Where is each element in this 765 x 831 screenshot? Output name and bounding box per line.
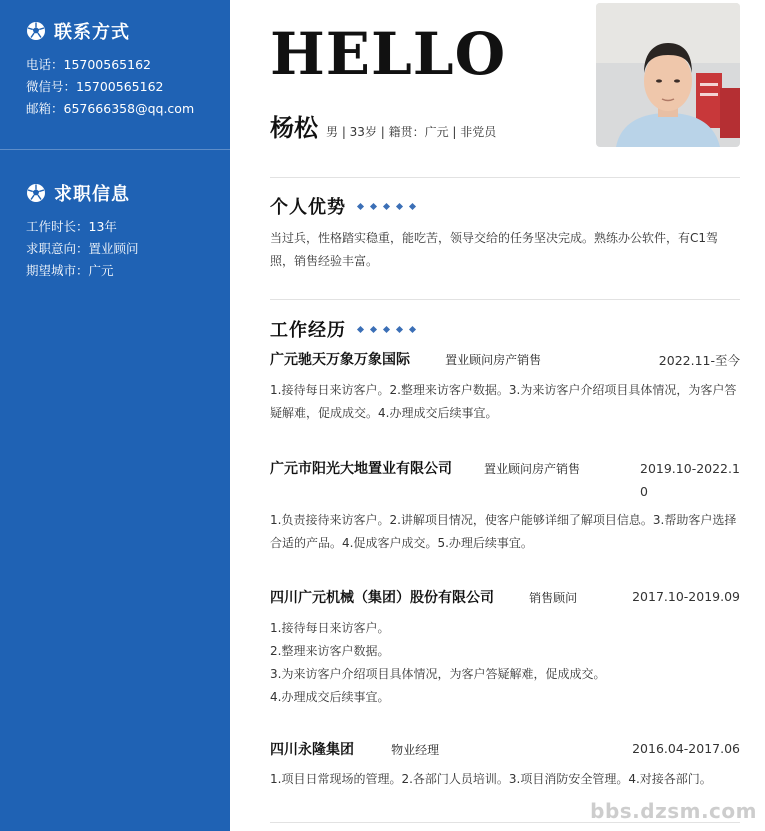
job-description: 1.接待每日来访客户。2.整理来访客户数据。3.为来访客户介绍项目具体情况，为客户答疑解难，促成成交。4.办理成交后续事宜。	[270, 383, 737, 420]
job-description-line: 2.整理来访客户数据。	[270, 644, 390, 658]
job-target-text: 求职意向：置业顾问	[26, 241, 139, 256]
soccer-ball-icon	[26, 183, 46, 203]
sidebar	[0, 0, 230, 831]
contact-section	[0, 0, 230, 120]
job-company: 广元市阳光大地置业有限公司	[270, 461, 452, 477]
job-company: 广元驰天万象万象国际	[270, 352, 410, 368]
job-intent-heading: 求职信息	[54, 184, 130, 205]
diamond-decoration	[358, 204, 423, 209]
job-description-line: 4.办理成交后续事宜。	[270, 690, 390, 704]
advantages-heading: 个人优势	[270, 197, 346, 218]
job-heading-row	[26, 180, 230, 206]
advantages-heading-row	[270, 194, 423, 218]
job-description	[270, 617, 740, 709]
job-role: 销售顾问	[529, 591, 578, 605]
hello-title: HELLO	[270, 20, 507, 88]
job-intent-section	[0, 150, 230, 282]
contact-heading-row	[26, 18, 230, 44]
job-company: 四川永隆集团	[270, 742, 354, 758]
job-role: 物业经理	[391, 743, 440, 757]
advantages-text: 当过兵，性格踏实稳重，能吃苦，领导交给的任务坚决完成。熟练办公软件，有C1驾照，销售经验丰富。	[270, 231, 719, 268]
job-role: 置业顾问房产销售	[484, 462, 581, 476]
profile-photo	[596, 3, 740, 147]
advantages-divider	[270, 299, 740, 300]
candidate-name: 杨松	[270, 114, 318, 142]
job-date: 2022.11-至今	[658, 353, 740, 368]
job-intent-lines	[26, 216, 230, 282]
experience-heading: 工作经历	[270, 320, 346, 341]
job-entry-4	[270, 739, 740, 761]
job-description: 1.负责接待来访客户。2.讲解项目情况，使客户能够详细了解项目信息。3.帮助客户选择合适的产品。4.促成客户成交。5.办理后续事宜。	[270, 513, 737, 550]
job-description: 1.项目日常现场的管理。2.各部门人员培训。3.项目消防安全管理。4.对接各部门。	[270, 772, 712, 786]
job-date: 2019.10-2022.10	[640, 461, 740, 499]
wechat-text: 微信号：15700565162	[26, 79, 164, 94]
job-date: 2017.10-2019.09	[632, 589, 740, 604]
diamond-decoration	[358, 327, 423, 332]
phone-text: 电话：15700565162	[26, 57, 151, 72]
job-entry-1	[270, 349, 740, 371]
contact-heading: 联系方式	[54, 22, 130, 43]
job-description-line: 1.接待每日来访客户。	[270, 621, 390, 635]
job-description-line: 3.为来访客户介绍项目具体情况，为客户答疑解难，促成成交。	[270, 667, 606, 681]
experience-heading-row	[270, 317, 423, 341]
candidate-meta: 男 | 33岁 | 籍贯：广元 | 非党员	[326, 125, 497, 139]
contact-lines	[26, 54, 230, 120]
job-company: 四川广元机械（集团）股份有限公司	[270, 590, 494, 606]
email-text: 邮箱：657666358@qq.com	[26, 101, 195, 116]
job-role: 置业顾问房产销售	[445, 353, 542, 367]
work-years-text: 工作时长：13年	[26, 219, 117, 234]
header-divider	[270, 177, 740, 178]
expected-city-text: 期望城市：广元	[26, 263, 114, 278]
job-entry-3	[270, 587, 740, 609]
soccer-ball-icon	[26, 21, 46, 41]
job-entry-2	[270, 456, 740, 500]
name-row	[270, 108, 496, 143]
watermark: bbs.dzsm.com	[590, 799, 757, 823]
job-date: 2016.04-2017.06	[632, 741, 740, 756]
